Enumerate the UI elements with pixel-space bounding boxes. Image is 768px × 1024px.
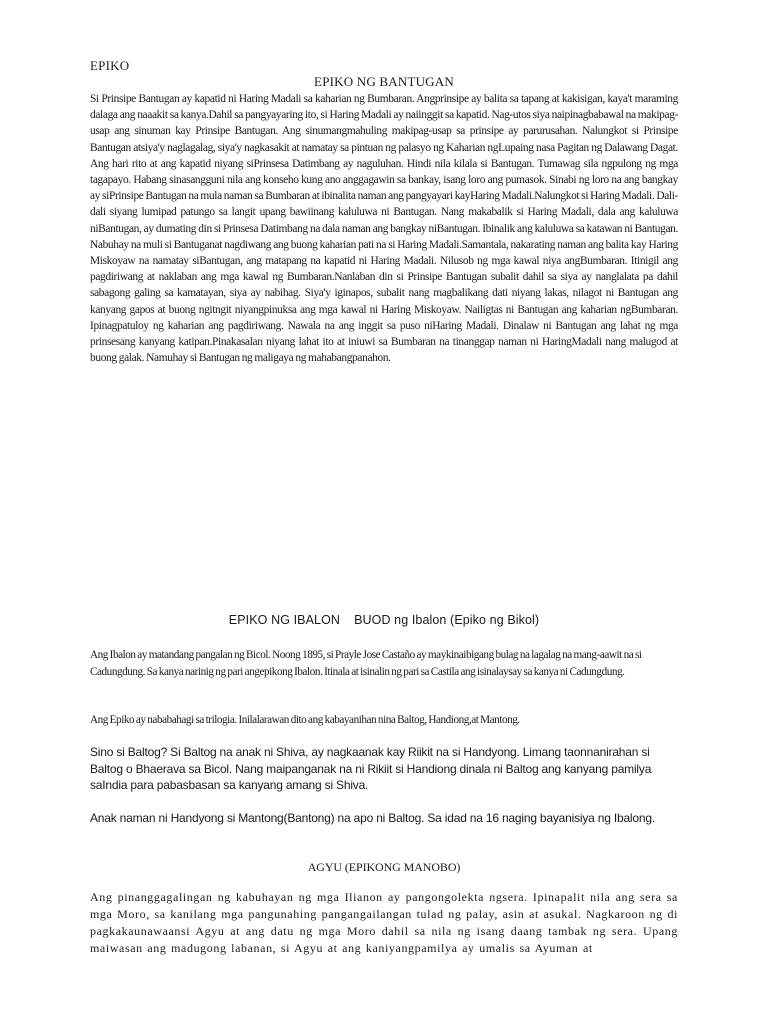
ibalon-section-title (0, 613, 768, 627)
ibalon-title: EPIKO NG IBALON (228, 613, 341, 627)
agyu-paragraph: Ang pinanggagalingan ng kabuhayan ng mga Ilianon ay pangongolekta ngsera. Ipinapalit nila ang sera sa mga Moro, sa kanilang mga pangunahing pangangailangan tulad ng palay, asin at asukal. Nagkaroon ng di pagkakaunawaansi Agyu at ang datu ng mga Moro dahil sa nila ng isang daang tambak ng sera. Upang maiwasan ang madugong labanan, si Agyu at ang kaniyangpamilya ay umalis sa Ayuman at (90, 890, 678, 955)
ibalon-paragraph-3: Sino si Baltog? Si Baltog na anak ni Shiva, ay nagkaanak kay Riikit na si Handyong. Limang taonnanirahan si Baltog o Bhaerava sa Bicol. Nang maipanganak na ni Rikiit si Handiong dinala ni Baltog ang kanyang pamilya saIndia para pabasbasan sa kanyang amang si Shiva. (90, 745, 652, 792)
page-heading: EPIKO (90, 58, 130, 73)
ibalon-paragraph-4: Anak naman ni Handyong si Mantong(Bantong) na apo ni Baltog. Sa idad na 16 naging bayanisiya ng Ibalong. (90, 811, 655, 825)
bantugan-title: EPIKO NG BANTUGAN (314, 74, 454, 89)
agyu-title: AGYU (EPIKONG MANOBO) (307, 860, 461, 874)
ibalon-paragraph-1: Ang Ibalon ay matandang pangalan ng Bicol. Noong 1895, si Prayle Jose Castaño ay maykinaibigang bulag na lagalag na mang-aawit na si Cadungdung. Sa kanya narinig ng pari angepikong Ibalon. Itinala at isinalin ng pari sa Castila ang isinalaysay sa kanya ni Cadungdung. (90, 649, 642, 678)
bantugan-paragraph: Si Prinsipe Bantugan ay kapatid ni Haring Madali sa kaharian ng Bumbaran. Angprinsipe ay balita sa tapang at kakisigan, kaya't maraming dalaga ang naaakit sa kanya.Dahil sa pangyayaring ito, si Haring Madali ay naiinggit sa kapatid. Nag-utos siya naipinagbabawal na makipag-usap ang sinuman kay Prinsipe Bantugan. Ang sinumangmahuling makipag-usap sa prinsipe ay parurusahan. Nalungkot si Prinsipe Bantugan atsiya'y naglagalag, siya'y nagkasakit at namatay sa pintuan ng palasyo ng Kaharian ngLupaing nasa Pagitan ng Dalawang Dagat. Ang hari rito at ang kapatid niyang siPrinsesa Datimbang ay naguluhan. Hindi nila kilala si Bantugan. Tumawag sila ngpulong ng mga tagapayo. Habang sinasangguni nila ang konseho kung ano anggagawin sa bankay, isang loro ang pumasok. Sinabi ng loro na ang bangkay ay siPrinsipe Bantugan na mula naman sa Bumbaran at ibinalita naman ang pangyayari kayHaring Madali.Nalungkot si Haring Madali. Dali-dali siyang lumipad patungo sa langit upang bawiinang kaluluwa ni Bantugan. Nang makabalik si Haring Madali, dala ang kaluluwa niBantugan, ay dumating din si Prinsesa Datimbang na dala naman ang bangkay niBantugan. Ibinalik ang kaluluwa sa katawan ni Bantugan. Nabuhay na muli si Bantuganat nagdiwang ang buong kaharian pati na si Haring Madali.Samantala, nakarating naman ang balita kay Haring Miskoyaw na namatay siBantugan, ang matapang na kapatid ni Haring Madali. Nilusob ng mga kawal niya angBumbaran. Itinigil ang pagdiriwang at naklaban ang mga kawal ng Bumbaran.Nanlaban din si Prinsipe Bantugan subalit dahil sa siya ay nanglalata pa dahil sabagong galing sa kamatayan, siya ay nabihag. Siya'y iginapos, subalit nang magbalikang dati niyang lakas, nilagot ni Bantugan ang kanyang gapos at buong ngitngit niyangpinuksa ang mga kawal ni Haring Miskoyaw. Nailigtas ni Bantugan ang kaharian ngBumbaran. Ipinagpatuloy ng kaharian ang pagdiriwang. Nawala na ang inggit sa puso niHaring Madali. Dinalaw ni Bantugan ang lahat ng mga prinsesang kanyang katipan.Pinakasalan niyang lahat ito at iniuwi sa Bumbaran na tinanggap naman ni HaringMadali nang malugod at buong galak. Namuhay si Bantugan ng maligaya ng mahabangpanahon. (90, 93, 678, 365)
ibalon-subtitle: BUOD ng Ibalon (Epiko ng Bikol) (354, 613, 540, 627)
ibalon-paragraph-2: Ang Epiko ay nababahagi sa trilogia. Inilalarawan dito ang kabayanihan nina Baltog, Handiong,at Mantong. (90, 714, 520, 726)
